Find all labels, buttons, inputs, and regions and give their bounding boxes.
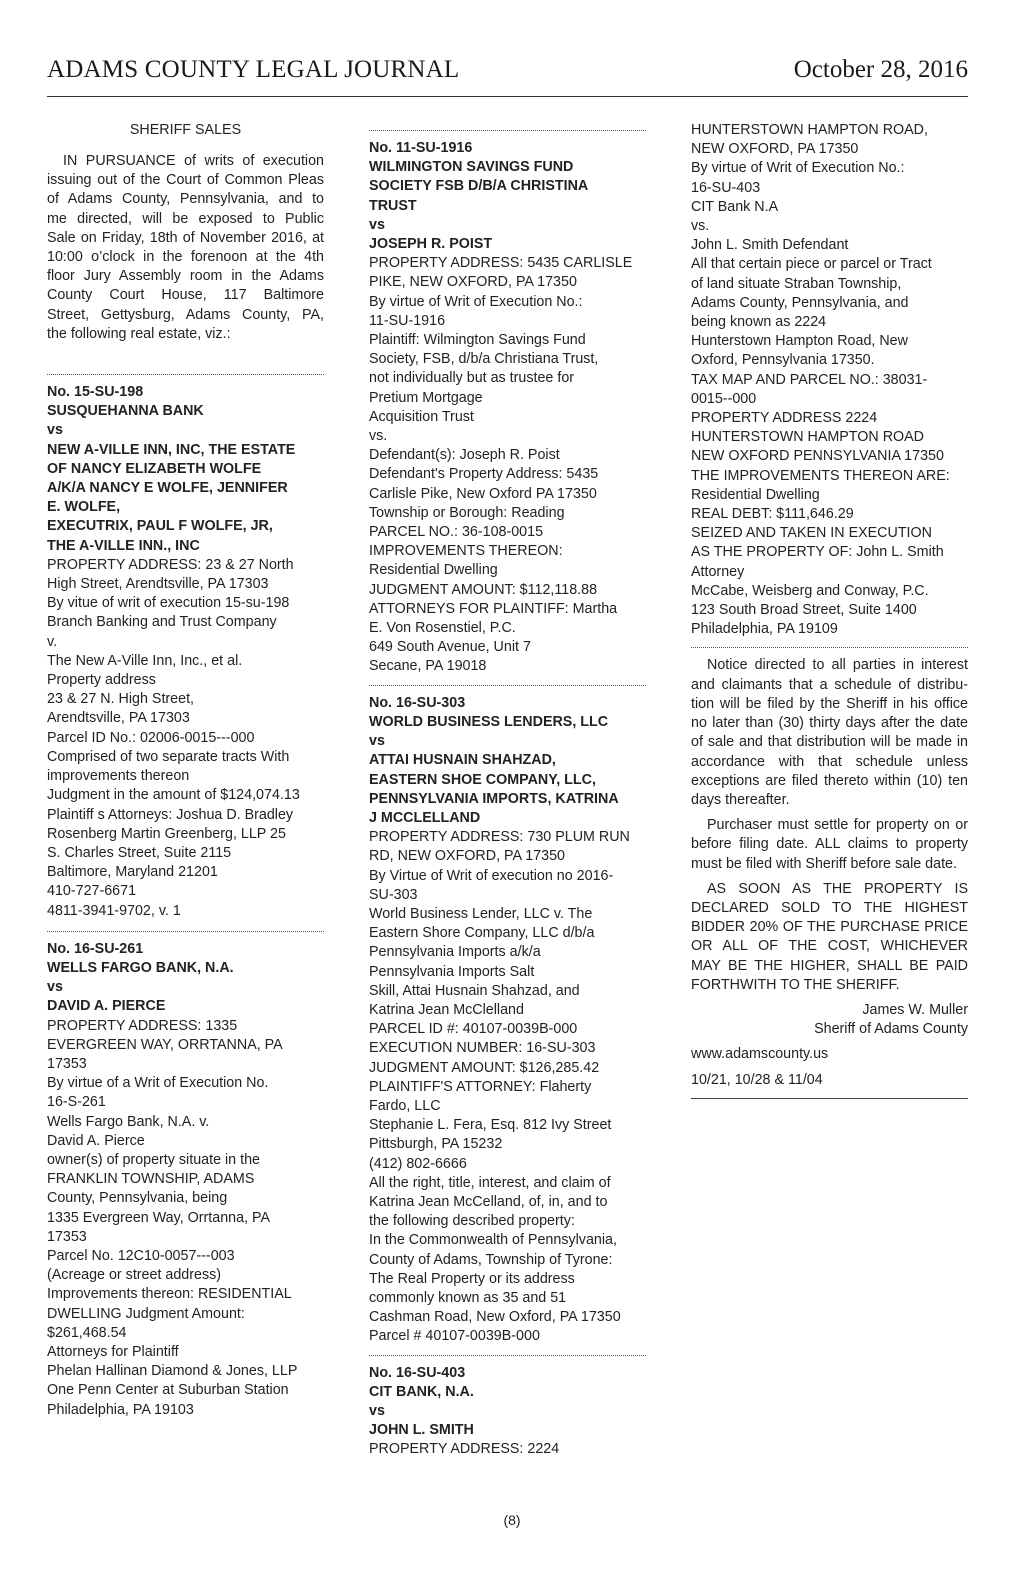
text-line: MAY BE THE HIGHER, SHALL BE PAID (691, 957, 968, 974)
text-line: TRUST (369, 197, 417, 214)
text-line: owner(s) of property situate in the (47, 1151, 260, 1168)
text-line: Stephanie L. Fera, Esq. 812 Ivy Street (369, 1117, 612, 1134)
text-line: World Business Lender, LLC v. The (369, 905, 593, 922)
text-line: Fardo, LLC (369, 1097, 441, 1114)
text-line: WORLD BUSINESS LENDERS, LLC (369, 713, 609, 730)
text-line: before filing date. ALL claims to property (691, 836, 968, 853)
case-heading (369, 694, 646, 828)
text-line: Pennsylvania Imports a/k/a (369, 944, 541, 961)
text-line: vs (369, 1403, 385, 1419)
text-line: and claimants that a schedule of distribu- (691, 676, 968, 693)
text-line: REAL DEBT: $111,646.29 (691, 506, 854, 523)
text-line: Plaintiff: Wilmington Savings Fund (369, 332, 586, 349)
sheriff-name: James W. Muller (862, 1001, 968, 1018)
text-line: vs (47, 979, 63, 996)
text-line: 4811-3941-9702, v. 1 (47, 902, 181, 919)
end-rule (691, 1098, 968, 1099)
text-line: CIT BANK, N.A. (369, 1383, 474, 1400)
text-line: EXECUTION NUMBER: 16-SU-303 (369, 1040, 596, 1057)
text-line: By vitue of writ of execution 15-su-198 (47, 595, 290, 612)
text-line: IN PURSUANCE of writs of execution (63, 153, 324, 169)
text-line: vs. (369, 428, 388, 445)
text-line: By virtue of Writ of Execution No.: (691, 160, 905, 177)
text-line: SEIZED AND TAKEN IN EXECUTION (691, 525, 932, 542)
text-line: Adams County, Pennsylvania, and (691, 294, 909, 311)
text-line: Philadelphia, PA 19103 (47, 1401, 194, 1418)
text-line: Township or Borough: Reading (369, 504, 565, 521)
case-body (369, 1440, 646, 1459)
text-line: Acquisition Trust (369, 408, 474, 425)
text-line: Defendant's Property Address: 5435 (369, 466, 599, 483)
text-line: Notice directed to all parties in interest (707, 657, 968, 674)
text-line: John L. Smith Defendant (691, 237, 849, 254)
text-line: SU-303 (369, 886, 418, 903)
text-line: EASTERN SHOE COMPANY, LLC, (369, 771, 596, 788)
text-line: SOCIETY FSB D/B/A CHRISTINA (369, 178, 589, 195)
issue-date: October 28, 2016 (793, 56, 968, 83)
text-line: WELLS FARGO BANK, N.A. (47, 959, 234, 976)
text-line: FRANKLIN TOWNSHIP, ADAMS (47, 1171, 255, 1188)
text-line: issuing out of the Court of Common Pleas (47, 172, 324, 189)
text-line: JOSEPH R. POIST (369, 236, 493, 253)
text-line: 17353 (47, 1228, 87, 1245)
publication-dates: 10/21, 10/28 & 11/04 (691, 1071, 823, 1088)
text-line: David A. Pierce (47, 1132, 145, 1149)
case-heading (47, 940, 324, 1017)
text-line: 410-727-6671 (47, 883, 137, 900)
text-line: $261,468.54 (47, 1324, 127, 1341)
case-16-su-261 (47, 940, 324, 1420)
text-line: Philadelphia, PA 19109 (691, 621, 838, 638)
text-line: Katrina Jean McCelland, of, in, and to (369, 1193, 608, 1210)
text-line: County Court House, 117 Baltimore (47, 287, 324, 304)
text-line: Purchaser must settle for property on or (707, 817, 968, 834)
text-line: J MCCLELLAND (369, 809, 481, 826)
text-line: E. WOLFE, (47, 499, 121, 516)
text-line: floor Jury Assembly room in the Adams (47, 268, 324, 285)
text-line: No. 15-SU-198 (47, 384, 144, 401)
text-line: OR ALL OF THE COST, WHICHEVER (691, 938, 968, 955)
text-line: Cashman Road, New Oxford, PA 17350 (369, 1309, 621, 1326)
text-line: 0015--000 (691, 390, 757, 407)
text-line: EVERGREEN WAY, ORRTANNA, PA (47, 1036, 283, 1053)
text-line: The Real Property or its address (369, 1270, 575, 1287)
text-line: me directed, will be exposed to Public (47, 210, 324, 227)
section-title: SHERIFF SALES (129, 122, 242, 138)
text-line: PENNSYLVANIA IMPORTS, KATRINA (369, 790, 619, 807)
text-line: In the Commonwealth of Pennsylvania, (369, 1232, 617, 1249)
purchaser-notice (691, 816, 968, 874)
column-1 (47, 121, 324, 1420)
text-line: PLAINTIFF'S ATTORNEY: Flaherty (369, 1078, 592, 1095)
text-line: no later than (30) thirty days after the date (691, 715, 968, 732)
text-line: WILMINGTON SAVINGS FUND (369, 159, 574, 176)
text-line: NEW OXFORD, PA 17350 (691, 141, 859, 158)
text-line: Residential Dwelling (691, 486, 820, 503)
text-line: AS THE PROPERTY OF: John L. Smith (691, 544, 944, 561)
case-15-su-198 (47, 383, 324, 921)
text-line: TAX MAP AND PARCEL NO.: 38031- (691, 371, 928, 388)
text-line: Attorney (691, 563, 745, 580)
column-2 (369, 121, 646, 1460)
text-line: Parcel # 40107-0039B-000 (369, 1328, 540, 1345)
text-line: ATTORNEYS FOR PLAINTIFF: Martha (369, 600, 618, 617)
text-line: JOHN L. SMITH (369, 1422, 474, 1439)
text-line: 23 & 27 N. High Street, (47, 691, 195, 708)
text-line: Comprised of two separate tracts With (47, 748, 290, 765)
payment-notice (691, 880, 968, 995)
text-line: Property address (47, 672, 156, 689)
text-line: Attorneys for Plaintiff (47, 1343, 179, 1360)
text-line: improvements thereon (47, 768, 190, 785)
text-line: accordance with that schedule unless (691, 753, 968, 770)
text-line: By Virtue of Writ of execution no 2016- (369, 867, 614, 884)
text-line: All the right, title, interest, and claim of (369, 1174, 611, 1191)
case-heading (369, 139, 646, 254)
text-line: NEW A-VILLE INN, INC, THE ESTATE (47, 441, 296, 458)
text-line: County of Adams, Township of Tyrone: (369, 1251, 613, 1268)
text-line: vs (47, 422, 63, 439)
text-line: The New A-Ville Inn, Inc., et al. (47, 652, 243, 669)
text-line: (Acreage or street address) (47, 1267, 222, 1284)
text-line: PROPERTY ADDRESS: 2224 (369, 1441, 560, 1458)
case-16-su-303 (369, 694, 646, 1347)
text-line: PROPERTY ADDRESS: 730 PLUM RUN (369, 829, 630, 846)
text-line: Eastern Shore Company, LLC d/b/a (369, 925, 595, 942)
text-line: Arendtsville, PA 17303 (47, 710, 190, 727)
text-line: HUNTERSTOWN HAMPTON ROAD (691, 429, 924, 446)
text-line: All that certain piece or parcel or Tract (691, 256, 932, 273)
text-line: 16-SU-403 (691, 179, 761, 196)
text-line: THE IMPROVEMENTS THEREON ARE: (691, 467, 950, 484)
text-line: Pennsylvania Imports Salt (369, 963, 535, 980)
text-line: vs. (691, 218, 710, 235)
text-line: vs (369, 733, 385, 750)
text-line: Secane, PA 19018 (369, 658, 487, 675)
text-line: exceptions are filed thereto within (10) ten (691, 772, 968, 789)
text-line: E. Von Rosenstiel, P.C. (369, 620, 516, 637)
page-number: (8) (503, 1512, 521, 1528)
text-line: Pittsburgh, PA 15232 (369, 1136, 503, 1153)
text-line: Pretium Mortgage (369, 389, 483, 406)
case-16-su-403 (369, 1364, 646, 1460)
website-link[interactable]: www.adamscounty.us (691, 1046, 829, 1063)
text-line: Parcel No. 12C10-0057---003 (47, 1247, 235, 1264)
text-line: Skill, Attai Husnain Shahzad, and (369, 982, 580, 999)
text-line: Hunterstown Hampton Road, New (691, 333, 908, 350)
case-heading (369, 1364, 646, 1441)
text-line: DECLARED SOLD TO THE HIGHEST (691, 899, 968, 916)
text-line: ATTAI HUSNAIN SHAHZAD, (369, 752, 556, 769)
text-line: A/K/A NANCY E WOLFE, JENNIFER (47, 480, 288, 497)
case-heading (47, 383, 324, 556)
text-line: Phelan Hallinan Diamond & Jones, LLP (47, 1363, 298, 1380)
text-line: AS SOON AS THE PROPERTY IS (707, 880, 968, 897)
text-line: of Adams County, Pennsylvania, and to (47, 191, 324, 208)
text-line: Oxford, Pennsylvania 17350. (691, 352, 875, 369)
text-line: DWELLING Judgment Amount: (47, 1305, 245, 1322)
case-11-su-1916 (369, 139, 646, 677)
distribution-notice (691, 656, 968, 810)
text-line: No. 16-SU-403 (369, 1364, 466, 1381)
text-line: By virtue of a Writ of Execution No. (47, 1075, 269, 1092)
text-line: Parcel ID No.: 02006-0015---000 (47, 729, 255, 746)
text-line: being known as 2224 (691, 314, 827, 331)
text-line: Wells Fargo Bank, N.A. v. (47, 1113, 210, 1130)
text-line: 16-S-261 (47, 1094, 106, 1111)
text-line: the following described property: (369, 1213, 575, 1230)
column-3 (691, 121, 968, 1099)
text-line: 123 South Broad Street, Suite 1400 (691, 602, 917, 619)
text-line: No. 16-SU-303 (369, 694, 466, 711)
text-line: PROPERTY ADDRESS: 5435 CARLISLE (369, 255, 633, 272)
text-line: PROPERTY ADDRESS: 23 & 27 North (47, 556, 294, 573)
text-line: vs (369, 216, 385, 233)
text-line: 649 South Avenue, Unit 7 (369, 639, 531, 656)
text-line: Carlisle Pike, New Oxford PA 17350 (369, 485, 597, 502)
text-line: CIT Bank N.A (691, 198, 779, 215)
text-line: NEW OXFORD PENNSYLVANIA 17350 (691, 448, 944, 465)
text-line: Katrina Jean McClelland (369, 1001, 524, 1018)
text-line: SUSQUEHANNA BANK (47, 403, 204, 420)
journal-title: ADAMS COUNTY LEGAL JOURNAL (47, 56, 460, 83)
text-line: (412) 802-6666 (369, 1155, 467, 1172)
text-line: PROPERTY ADDRESS 2224 (691, 410, 878, 427)
text-line: PARCEL ID #: 40107-0039B-000 (369, 1021, 578, 1038)
text-line: No. 11-SU-1916 (369, 140, 473, 156)
text-line: Sale on Friday, 18th of November 2016, at (47, 229, 324, 246)
sheriff-title: Sheriff of Adams County (814, 1021, 968, 1038)
text-line: Improvements thereon: RESIDENTIAL (47, 1286, 292, 1303)
text-line: 1335 Evergreen Way, Orrtanna, PA (47, 1209, 271, 1226)
text-line: Defendant(s): Joseph R. Poist (369, 447, 560, 464)
text-line: 11-SU-1916 (369, 312, 446, 329)
text-line: tion will be filed by the Sheriff in his office (691, 695, 968, 712)
text-line: Baltimore, Maryland 21201 (47, 864, 218, 881)
case-body (369, 828, 646, 1346)
text-line: commonly known as 35 and 51 (369, 1289, 567, 1306)
text-line: By virtue of Writ of Execution No.: (369, 293, 583, 310)
text-line: THE A-VILLE INN., INC (47, 537, 200, 554)
text-line: 17353 (47, 1055, 87, 1072)
text-line: not individually but as trustee for (369, 370, 575, 387)
intro-paragraph (47, 152, 324, 344)
text-line: PROPERTY ADDRESS: 1335 (47, 1017, 238, 1034)
text-line: Judgment in the amount of $124,074.13 (47, 787, 300, 804)
text-line: OF NANCY ELIZABETH WOLFE (47, 460, 262, 477)
text-line: of sale and that distribution will be made in (691, 734, 968, 751)
text-line: Plaintiff s Attorneys: Joshua D. Bradley (47, 806, 294, 823)
text-line: One Penn Center at Suburban Station (47, 1382, 289, 1399)
text-line: Society, FSB, d/b/a Christiana Trust, (369, 351, 599, 368)
case-body (369, 254, 646, 676)
text-line: of land situate Straban Township, (691, 275, 902, 292)
text-line: McCabe, Weisberg and Conway, P.C. (691, 582, 929, 599)
text-line: must be filed with Sheriff before sale date. (691, 855, 957, 872)
text-line: No. 16-SU-261 (47, 940, 144, 957)
text-line: County, Pennsylvania, being (47, 1190, 228, 1207)
text-line: v. (47, 633, 58, 650)
text-line: BIDDER 20% OF THE PURCHASE PRICE (691, 919, 968, 936)
text-line: JUDGMENT AMOUNT: $126,285.42 (369, 1059, 600, 1076)
text-line: High Street, Arendtsville, PA 17303 (47, 576, 269, 593)
text-line: the following real estate, viz.: (47, 325, 231, 342)
text-line: HUNTERSTOWN HAMPTON ROAD, (691, 122, 928, 138)
text-line: Street, Gettysburg, Adams County, PA, (47, 306, 324, 323)
case-continuation (691, 121, 968, 639)
text-line: RD, NEW OXFORD, PA 17350 (369, 848, 565, 865)
text-line: Rosenberg Martin Greenberg, LLP 25 (47, 825, 286, 842)
text-line: S. Charles Street, Suite 2115 (47, 844, 232, 861)
text-line: Branch Banking and Trust Company (47, 614, 277, 631)
text-line: PIKE, NEW OXFORD, PA 17350 (369, 274, 577, 291)
text-line: PARCEL NO.: 36-108-0015 (369, 524, 544, 541)
text-line: Residential Dwelling (369, 562, 498, 579)
text-line: DAVID A. PIERCE (47, 998, 166, 1015)
text-line: EXECUTRIX, PAUL F WOLFE, JR, (47, 518, 273, 535)
case-body (47, 1017, 324, 1420)
text-line: JUDGMENT AMOUNT: $112,118.88 (369, 581, 598, 598)
text-line: IMPROVEMENTS THEREON: (369, 543, 563, 560)
case-body (47, 556, 324, 921)
page-header (47, 56, 968, 97)
text-line: 10:00 o’clock in the forenoon at the 4th (47, 249, 324, 266)
text-line: days thereafter. (691, 791, 790, 808)
text-line: FORTHWITH TO THE SHERIFF. (691, 976, 900, 993)
